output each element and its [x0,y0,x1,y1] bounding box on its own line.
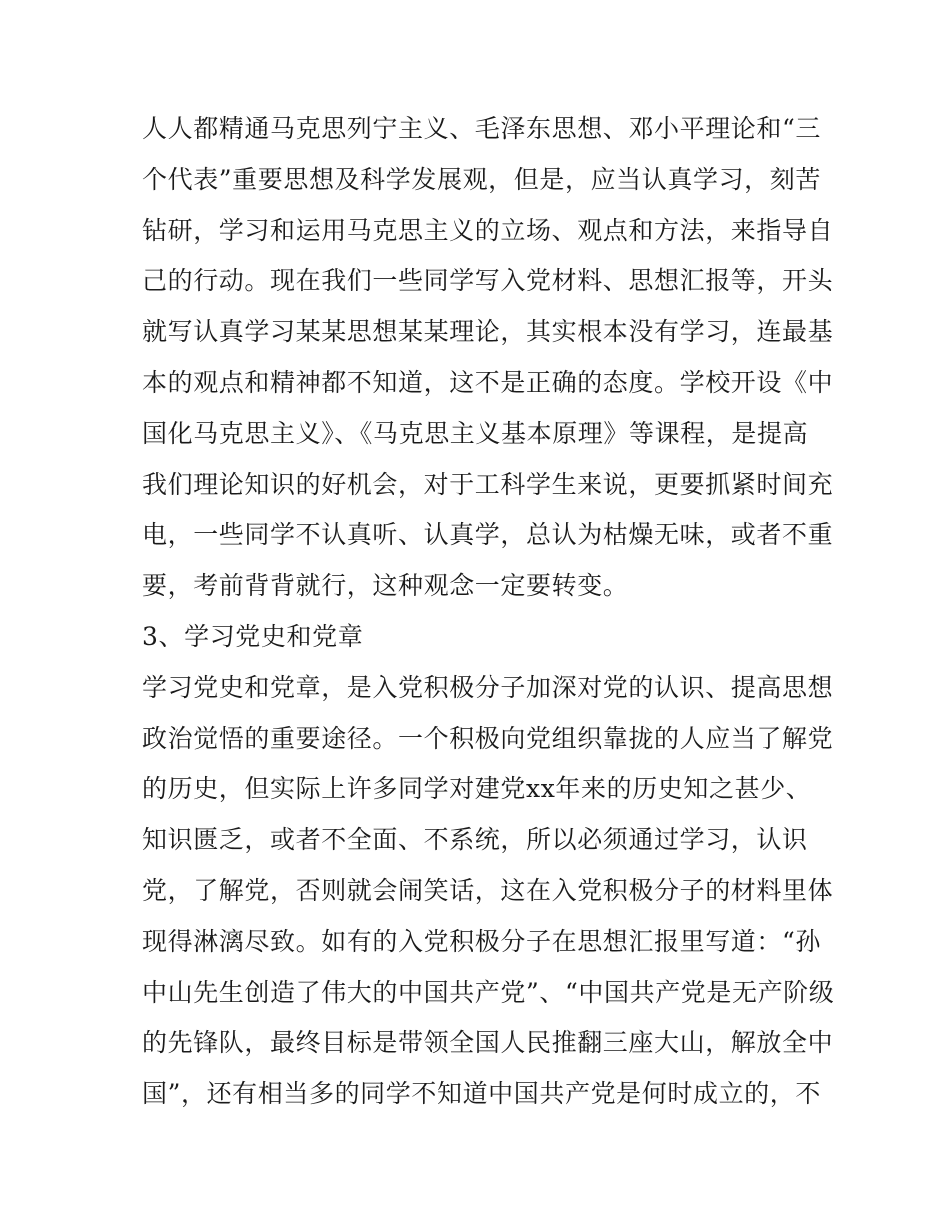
text-line: 就写认真学习某某思想某某理论，其实根本没有学习，连最基 [142,317,834,347]
text-line: 政治觉悟的重要途径。一个积极向党组织靠拢的人应当了解党 [142,723,834,753]
text-line: 电，一些同学不认真听、认真学，总认为枯燥无味，或者不重 [142,520,834,550]
text-line: 的历史，但实际上许多同学对建党xx年来的历史知之甚少、 [142,774,812,804]
text-line: 要，考前背背就行，这种观念一定要转变。 [142,571,629,601]
text-line: 知识匮乏，或者不全面、不系统，所以必须通过学习，认识 [142,825,808,855]
text-line: 国化马克思主义》、《马克思主义基本原理》等课程，是提高 [142,418,809,448]
text-line: 己的行动。现在我们一些同学写入党材料、思想汇报等，开头 [142,266,834,296]
text-line: 国”，还有相当多的同学不知道中国共产党是何时成立的，不 [142,1079,821,1109]
text-line: 党，了解党，否则就会闹笑话，这在入党积极分子的材料里体 [142,875,834,905]
text-line: 的先锋队，最终目标是带领全国人民推翻三座大山，解放全中 [142,1028,834,1058]
text-line: 本的观点和精神都不知道，这不是正确的态度。学校开设《中 [142,367,834,397]
body-text [142,104,835,1120]
text-line: 人人都精通马克思列宁主义、毛泽东思想、邓小平理论和“三 [142,114,821,143]
text-line: 我们理论知识的好机会，对于工科学生来说，更要抓紧时间充 [142,469,834,499]
text-line: 个代表”重要思想及科学发展观，但是，应当认真学习，刻苦 [142,164,821,194]
text-line: 现得淋漓尽致。如有的入党积极分子在思想汇报里写道：“孙 [142,926,821,956]
section-heading: 3、学习党史和党章 [142,621,364,651]
text-line: 钻研，学习和运用马克思主义的立场、观点和方法，来指导自 [142,215,834,245]
text-line: 中山先生创造了伟大的中国共产党”、“中国共产党是无产阶级 [142,977,835,1007]
text-line: 学习党史和党章，是入党积极分子加深对党的认识、提高思想 [142,672,834,702]
